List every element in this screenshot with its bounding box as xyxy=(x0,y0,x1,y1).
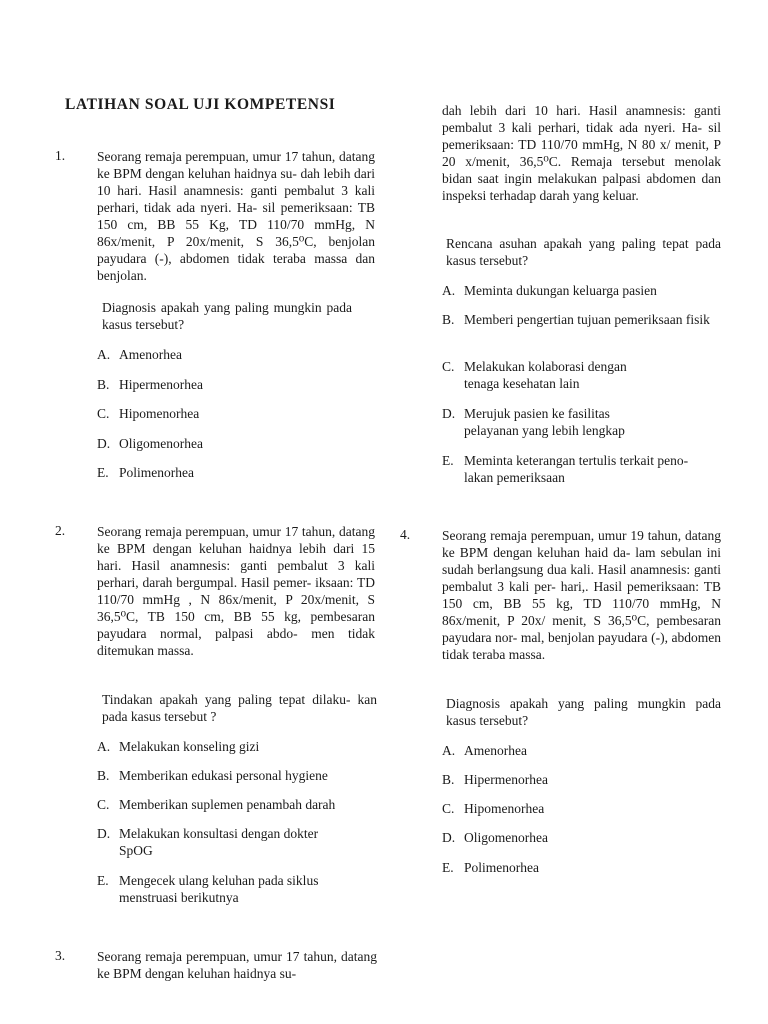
option-c[interactable] xyxy=(97,796,377,825)
option-e[interactable] xyxy=(442,452,727,486)
question-number: 3. xyxy=(55,948,66,963)
option-letter: E. xyxy=(442,860,454,875)
question-prompt: Diagnosis apakah yang paling mungkin pada kasus tersebut? xyxy=(446,696,721,728)
option-d[interactable] xyxy=(442,829,727,859)
option-letter: D. xyxy=(442,406,456,421)
option-b[interactable] xyxy=(97,376,377,405)
option-c[interactable] xyxy=(97,405,377,435)
option-letter: E. xyxy=(97,465,109,480)
option-text: Oligomenorhea xyxy=(119,436,203,451)
option-text: Hipermenorhea xyxy=(464,772,548,787)
question-number: 4. xyxy=(400,527,411,542)
question-number: 2. xyxy=(55,523,66,538)
option-text: Memberi pengertian tujuan pemeriksaan fisik xyxy=(464,312,710,327)
option-letter: D. xyxy=(97,826,111,841)
option-a[interactable] xyxy=(442,742,727,771)
option-text: Mengecek ulang keluhan pada siklus menstruasi berikutnya xyxy=(119,873,319,905)
option-text: Amenorhea xyxy=(119,347,182,362)
option-text: Melakukan konsultasi dengan dokter SpOG xyxy=(119,826,319,858)
option-b[interactable] xyxy=(442,311,727,358)
option-a[interactable] xyxy=(97,738,377,767)
option-letter: A. xyxy=(442,743,456,758)
option-text: Melakukan konseling gizi xyxy=(119,739,260,754)
option-letter: B. xyxy=(442,772,455,787)
option-letter: D. xyxy=(442,830,456,845)
option-letter: E. xyxy=(442,453,454,468)
option-c[interactable] xyxy=(442,358,727,405)
option-text: Polimenorhea xyxy=(119,465,194,480)
option-e[interactable] xyxy=(442,859,727,876)
option-text: Hipomenorhea xyxy=(464,801,545,816)
option-text: Melakukan kolaborasi dengan tenaga kesehatan lain xyxy=(464,359,627,391)
option-text: Hipermenorhea xyxy=(119,377,203,392)
question-number: 1. xyxy=(55,148,66,163)
option-text: Memberikan edukasi personal hygiene xyxy=(119,768,328,783)
option-text: Hipomenorhea xyxy=(119,406,200,421)
option-d[interactable] xyxy=(97,825,377,872)
option-letter: E. xyxy=(97,873,109,888)
option-b[interactable] xyxy=(442,771,727,800)
option-letter: B. xyxy=(442,312,455,327)
option-d[interactable] xyxy=(442,405,727,452)
question-prompt: Tindakan apakah yang paling tepat dilaku- kan pada kasus tersebut ? xyxy=(102,692,377,724)
option-letter: C. xyxy=(442,801,455,816)
option-letter: A. xyxy=(97,347,111,362)
option-e[interactable] xyxy=(97,464,377,481)
question-stem-part-2: dah lebih dari 10 hari. Hasil anamnesis: ganti pembalut 3 kali perhari, tidak ada nyeri. Ha- sil pemeriksaan: TD 110/70 mmHg, N 80 x/ menit, P 20 x/menit, 36,5⁰C. Remaja tersebut menolak bidan saat ingin melakukan palpasi abdomen dan inspeksi terhadap darah yang keluar. xyxy=(442,103,721,203)
option-text: Merujuk pasien ke fasilitas pelayanan yang lebih lengkap xyxy=(464,406,625,438)
option-e[interactable] xyxy=(97,872,377,906)
question-prompt: Diagnosis apakah yang paling mungkin pada kasus tersebut? xyxy=(102,300,352,332)
option-letter: D. xyxy=(97,436,111,451)
option-text: Memberikan suplemen penambah darah xyxy=(119,797,336,812)
option-text: Meminta keterangan tertulis terkait peno- lakan pemeriksaan xyxy=(464,453,689,485)
option-letter: A. xyxy=(97,739,111,754)
question-stem: Seorang remaja perempuan, umur 19 tahun, datang ke BPM dengan keluhan haid da- lam sebulan ini sudah berlangsung dua kali. Hasil anamnesis: ganti pembalut 3 kali per- hari,. Hasil pemeriksaan: TB 150 cm, BB 55 kg, TD 110/70 mmHg, N 86x/menit, P 20x/ menit, S 36,5⁰C, pembesaran payudara nor- mal, benjolan payudara (-), abdomen tidak teraba massa. xyxy=(442,528,721,662)
option-text: Oligomenorhea xyxy=(464,830,548,845)
option-a[interactable] xyxy=(442,282,727,311)
question-stem: Seorang remaja perempuan, umur 17 tahun, datang ke BPM dengan keluhan haidnya su- dah lebih dari 10 hari. Hasil anamnesis: ganti pembalut 3 kali perhari, tidak ada nyeri. Ha- sil pemeriksaan: TB 150 cm, BB 55 Kg, TD 110/70 mmHg, N 86x/menit, P 20x/menit, S 36,5⁰C, benjolan payudara (-), abdomen tidak teraba massa dan benjolan. xyxy=(97,149,375,283)
option-letter: B. xyxy=(97,377,110,392)
option-letter: A. xyxy=(442,283,456,298)
question-stem: Seorang remaja perempuan, umur 17 tahun, datang ke BPM dengan keluhan haidnya lebih dari 15 hari. Hasil anamnesis: ganti pembalut 3 kali perhari, darah bergumpal. Hasil pemer- iksaan: TD 110/70 mmHg , N 86x/menit, P 20x/menit, S 36,5⁰C, TB 150 cm, BB 55 kg, pembesaran payudara normal, palpasi abdo- men tidak ditemukan massa. xyxy=(97,524,375,658)
option-letter: C. xyxy=(442,359,455,374)
page-title: LATIHAN SOAL UJI KOMPETENSI xyxy=(65,96,336,113)
question-stem-part-1: Seorang remaja perempuan, umur 17 tahun, datang ke BPM dengan keluhan haidnya su- xyxy=(97,949,377,981)
options-list xyxy=(442,742,727,876)
option-text: Amenorhea xyxy=(464,743,527,758)
option-letter: C. xyxy=(97,797,110,812)
question-prompt: Rencana asuhan apakah yang paling tepat pada kasus tersebut? xyxy=(446,236,721,268)
option-text: Polimenorhea xyxy=(464,860,539,875)
option-text: Meminta dukungan keluarga pasien xyxy=(464,283,657,298)
options-list xyxy=(442,282,727,486)
option-letter: B. xyxy=(97,768,110,783)
options-list xyxy=(97,738,377,906)
option-letter: C. xyxy=(97,406,110,421)
option-b[interactable] xyxy=(97,767,377,796)
option-a[interactable] xyxy=(97,346,377,376)
options-list xyxy=(97,346,377,481)
option-d[interactable] xyxy=(97,435,377,464)
option-c[interactable] xyxy=(442,800,727,829)
